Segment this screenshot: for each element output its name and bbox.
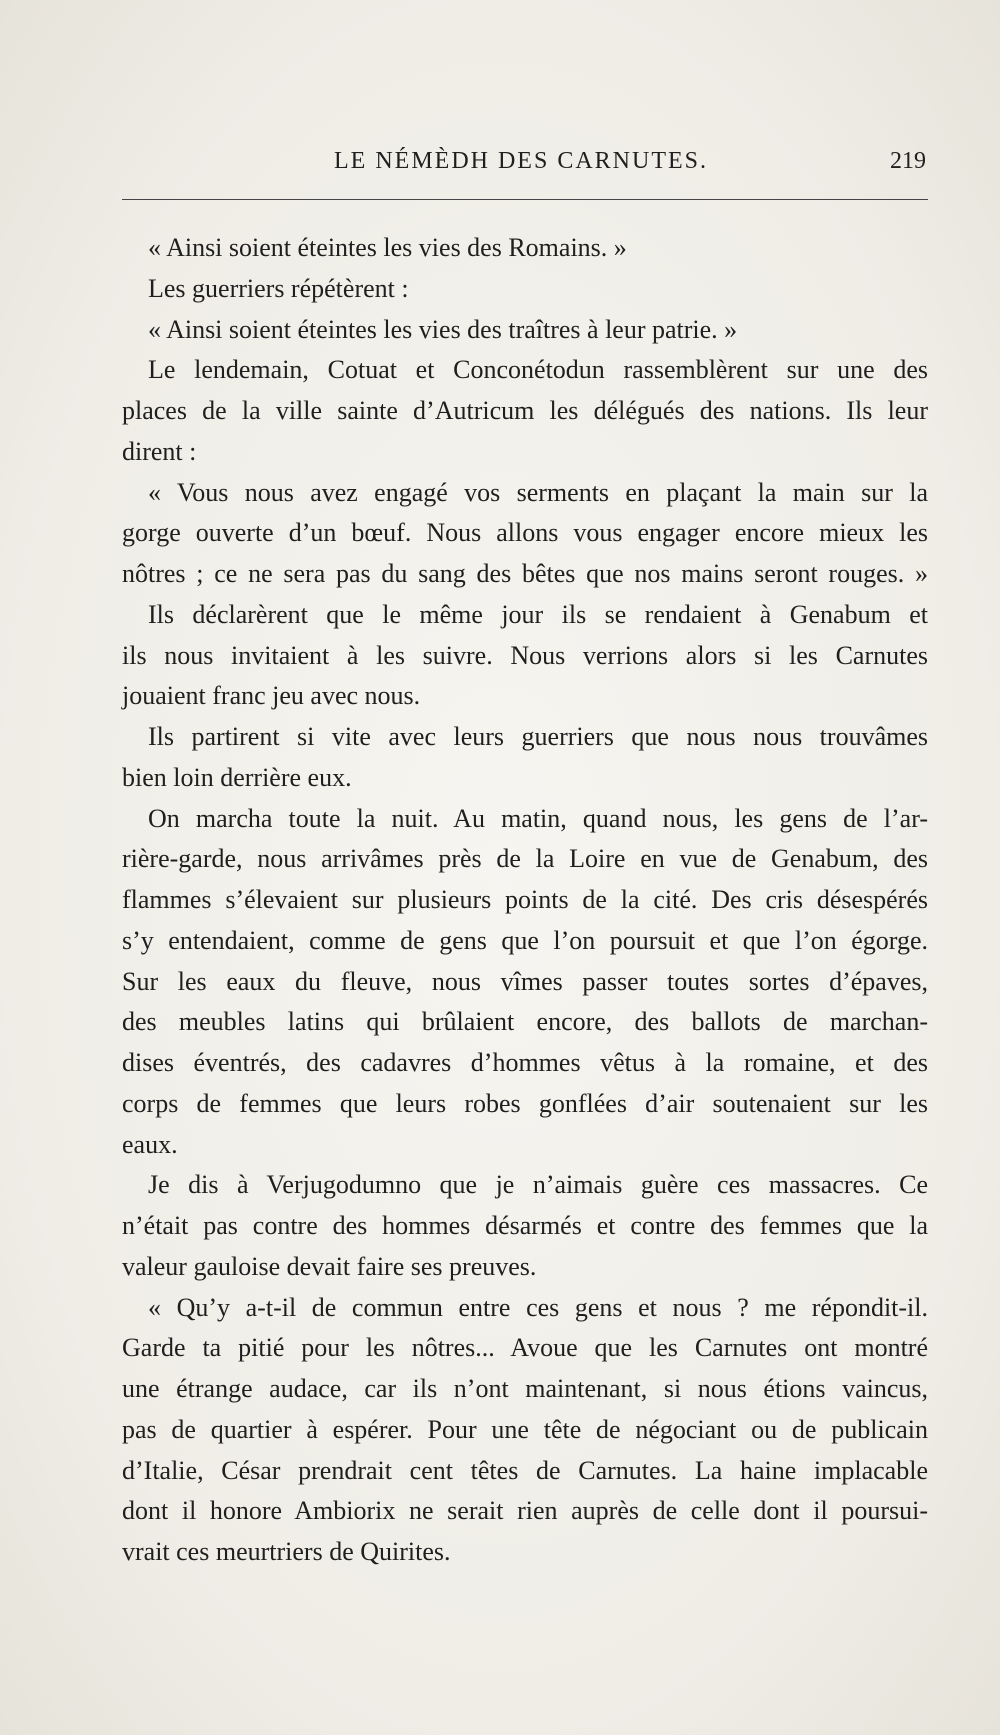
text-line: d’Italie, César prendrait cent têtes de Carnutes. La haine implacable: [122, 1455, 928, 1485]
text-line: dirent :: [122, 436, 197, 466]
text-line: nôtres ; ce ne sera pas du sang des bêtes que nos mains seront rouges. »: [122, 559, 928, 588]
text-line: On marcha toute la nuit. Au matin, quand nous, les gens de l’ar-: [148, 803, 928, 833]
text-line: s’y entendaient, comme de gens que l’on poursuit et que l’on égorge.: [122, 925, 928, 955]
header-rule: [122, 199, 928, 200]
running-title: LE NÉMÈDH DES CARNUTES.: [334, 148, 708, 174]
text-line: « Vous nous avez engagé vos serments en plaçant la main sur la: [148, 477, 928, 507]
text-line: flammes s’élevaient sur plusieurs points de la cité. Des cris désespérés: [122, 885, 928, 914]
text-line: pas de quartier à espérer. Pour une tête de négociant ou de publicain: [122, 1414, 928, 1444]
text-line: Le lendemain, Cotuat et Conconétodun rassemblèrent sur une des: [148, 355, 928, 385]
text-line: ils nous invitaient à les suivre. Nous verrions alors si les Carnutes: [122, 640, 928, 670]
text-line: une étrange audace, car ils n’ont maintenant, si nous étions vaincus,: [122, 1374, 928, 1403]
text-line: dont il honore Ambiorix ne serait rien auprès de celle dont il poursui-: [122, 1496, 928, 1526]
text-line: rière-garde, nous arrivâmes près de la Loire en vue de Genabum, des: [122, 844, 928, 874]
text-line: jouaient franc jeu avec nous.: [122, 681, 421, 711]
text-line: bien loin derrière eux.: [122, 762, 352, 792]
text-line: Ils déclarèrent que le même jour ils se rendaient à Genabum et: [148, 599, 928, 629]
text-line: vrait ces meurtriers de Quirites.: [122, 1537, 451, 1566]
text-line: n’était pas contre des hommes désarmés et contre des femmes que la: [122, 1211, 928, 1240]
text-line: eaux.: [122, 1129, 178, 1159]
text-line: Je dis à Verjugodumno que je n’aimais guère ces massacres. Ce: [148, 1170, 928, 1200]
text-line: Les guerriers répétèrent :: [148, 273, 409, 303]
text-line: Ils partirent si vite avec leurs guerriers que nous nous trouvâmes: [148, 722, 928, 751]
text-line: « Ainsi soient éteintes les vies des traîtres à leur patrie. »: [148, 314, 738, 344]
body-text: [122, 228, 928, 1573]
text-line: Garde ta pitié pour les nôtres... Avoue que les Carnutes ont montré: [122, 1333, 928, 1363]
text-line: des meubles latins qui brûlaient encore, des ballots de marchan-: [122, 1007, 928, 1037]
text-line: dises éventrés, des cadavres d’hommes vêtus à la romaine, et des: [122, 1048, 928, 1077]
text-line: corps de femmes que leurs robes gonflées d’air soutenaient sur les: [122, 1088, 928, 1118]
page-header: [120, 148, 930, 188]
text-line: Sur les eaux du fleuve, nous vîmes passer toutes sortes d’épaves,: [122, 966, 928, 996]
text-line: gorge ouverte d’un bœuf. Nous allons vous engager encore mieux les: [122, 518, 928, 548]
text-line: places de la ville sainte d’Autricum les délégués des nations. Ils leur: [122, 396, 928, 425]
page-number: 219: [890, 148, 926, 174]
text-line: « Qu’y a-t-il de commun entre ces gens et nous ? me répondit-il.: [148, 1292, 928, 1322]
text-line: valeur gauloise devait faire ses preuves.: [122, 1251, 537, 1281]
text-line: « Ainsi soient éteintes les vies des Romains. »: [148, 233, 627, 262]
